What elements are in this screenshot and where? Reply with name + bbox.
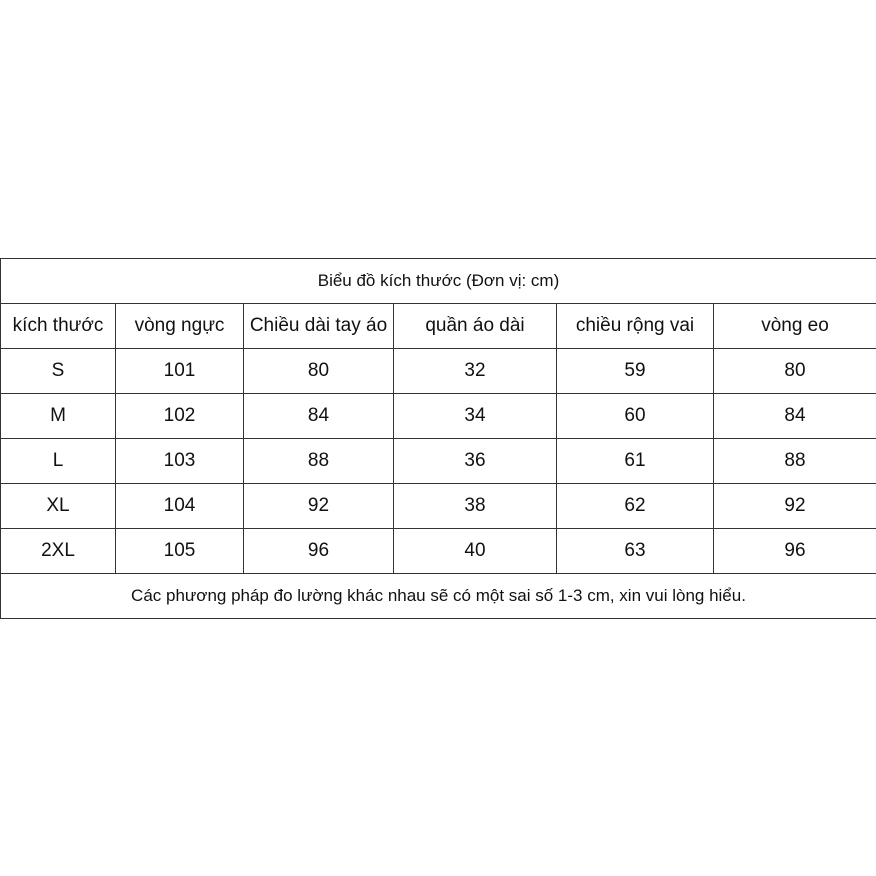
cell-sleeve-length: 88 — [244, 439, 394, 484]
cell-sleeve-length: 80 — [244, 349, 394, 394]
header-length: quần áo dài — [394, 304, 557, 349]
cell-length: 32 — [394, 349, 557, 394]
header-size: kích thước — [1, 304, 116, 349]
cell-shoulder-width: 59 — [557, 349, 714, 394]
table-row — [1, 439, 876, 484]
cell-waist: 92 — [714, 484, 876, 529]
header-row — [1, 304, 876, 349]
header-waist: vòng eo — [714, 304, 876, 349]
cell-size: L — [1, 439, 116, 484]
cell-sleeve-length: 96 — [244, 529, 394, 574]
size-chart-table — [0, 258, 876, 619]
cell-chest: 104 — [116, 484, 244, 529]
cell-length: 34 — [394, 394, 557, 439]
cell-length: 40 — [394, 529, 557, 574]
cell-size: S — [1, 349, 116, 394]
chart-title: Biểu đồ kích thước (Đơn vị: cm) — [1, 259, 876, 304]
cell-size: M — [1, 394, 116, 439]
cell-shoulder-width: 63 — [557, 529, 714, 574]
cell-sleeve-length: 92 — [244, 484, 394, 529]
cell-sleeve-length: 84 — [244, 394, 394, 439]
header-sleeve-length: Chiều dài tay áo — [244, 304, 394, 349]
table-row — [1, 349, 876, 394]
header-shoulder-width: chiều rộng vai — [557, 304, 714, 349]
cell-waist: 88 — [714, 439, 876, 484]
header-chest: vòng ngực — [116, 304, 244, 349]
cell-chest: 101 — [116, 349, 244, 394]
note-row — [1, 574, 876, 619]
title-row — [1, 259, 876, 304]
cell-waist: 84 — [714, 394, 876, 439]
cell-size: 2XL — [1, 529, 116, 574]
cell-length: 36 — [394, 439, 557, 484]
cell-size: XL — [1, 484, 116, 529]
cell-waist: 80 — [714, 349, 876, 394]
table-row — [1, 529, 876, 574]
cell-shoulder-width: 61 — [557, 439, 714, 484]
cell-shoulder-width: 60 — [557, 394, 714, 439]
cell-waist: 96 — [714, 529, 876, 574]
measurement-note: Các phương pháp đo lường khác nhau sẽ có một sai số 1-3 cm, xin vui lòng hiểu. — [1, 574, 876, 619]
cell-chest: 102 — [116, 394, 244, 439]
cell-chest: 105 — [116, 529, 244, 574]
cell-length: 38 — [394, 484, 557, 529]
table-row — [1, 484, 876, 529]
cell-shoulder-width: 62 — [557, 484, 714, 529]
table-row — [1, 394, 876, 439]
cell-chest: 103 — [116, 439, 244, 484]
